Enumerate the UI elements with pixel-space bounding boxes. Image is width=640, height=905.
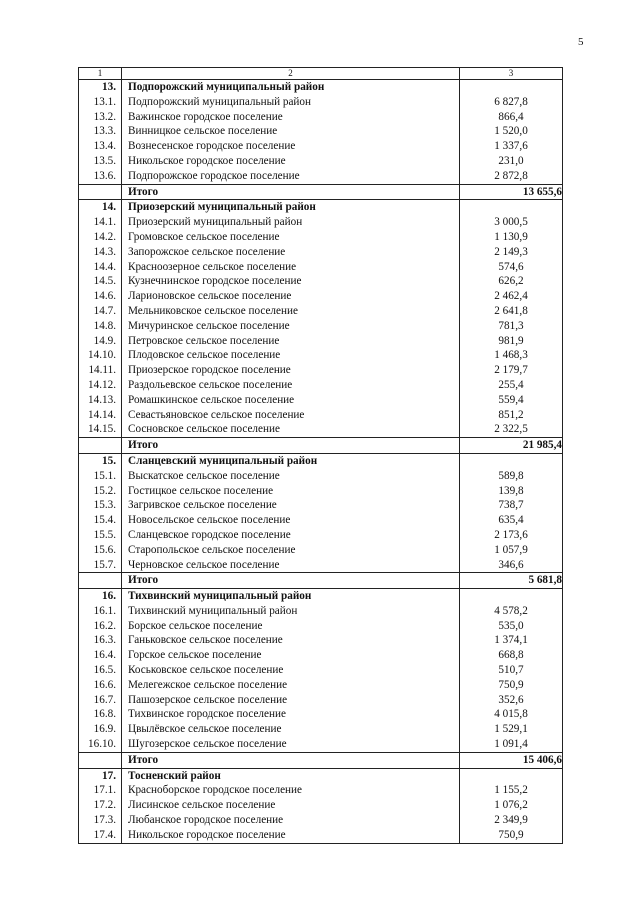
row-value: 866,4 — [460, 110, 563, 125]
table-row — [79, 528, 563, 543]
section-header-row — [79, 453, 563, 468]
row-name: Вознесенское городское поселение — [122, 139, 460, 154]
row-value: 1 374,1 — [460, 633, 563, 648]
table-row — [79, 154, 563, 169]
section-header-row — [79, 768, 563, 783]
row-name: Лисинское сельское поселение — [122, 798, 460, 813]
table-row — [79, 663, 563, 678]
row-number: 15.7. — [79, 558, 122, 573]
row-number: 14.5. — [79, 274, 122, 289]
total-number-empty — [79, 184, 122, 200]
table-row — [79, 215, 563, 230]
table-row — [79, 484, 563, 499]
row-number: 16.5. — [79, 663, 122, 678]
row-value: 2 349,9 — [460, 813, 563, 828]
row-value: 981,9 — [460, 334, 563, 349]
row-value: 6 827,8 — [460, 95, 563, 110]
section-header-row — [79, 589, 563, 604]
section-value-empty — [460, 768, 563, 783]
row-number: 16.1. — [79, 604, 122, 619]
row-name: Ромашкинское сельское поселение — [122, 393, 460, 408]
row-name: Раздольевское сельское поселение — [122, 378, 460, 393]
row-name: Любанское городское поселение — [122, 813, 460, 828]
total-row — [79, 573, 563, 589]
row-number: 16.7. — [79, 693, 122, 708]
row-name: Мичуринское сельское поселение — [122, 319, 460, 334]
row-number: 14.14. — [79, 408, 122, 423]
row-number: 15.6. — [79, 543, 122, 558]
table-row — [79, 319, 563, 334]
table-row — [79, 110, 563, 125]
row-value: 2 462,4 — [460, 289, 563, 304]
row-number: 14.8. — [79, 319, 122, 334]
row-name: Новосельское сельское поселение — [122, 513, 460, 528]
row-value: 2 173,6 — [460, 528, 563, 543]
row-name: Никольское городское поселение — [122, 828, 460, 843]
row-number: 13.2. — [79, 110, 122, 125]
total-number-empty — [79, 573, 122, 589]
row-name: Старопольское сельское поселение — [122, 543, 460, 558]
row-number: 14.2. — [79, 230, 122, 245]
total-row — [79, 752, 563, 768]
row-value: 750,9 — [460, 828, 563, 843]
table-row — [79, 334, 563, 349]
row-name: Плодовское сельское поселение — [122, 348, 460, 363]
table-row — [79, 274, 563, 289]
row-number: 15.1. — [79, 469, 122, 484]
row-value: 1 091,4 — [460, 737, 563, 752]
table-row — [79, 260, 563, 275]
row-value: 1 529,1 — [460, 722, 563, 737]
row-number: 14.3. — [79, 245, 122, 260]
row-value: 255,4 — [460, 378, 563, 393]
table-row — [79, 378, 563, 393]
row-value: 231,0 — [460, 154, 563, 169]
row-name: Сланцевское городское поселение — [122, 528, 460, 543]
row-number: 13.5. — [79, 154, 122, 169]
row-name: Борское сельское поселение — [122, 619, 460, 634]
row-value: 1 057,9 — [460, 543, 563, 558]
row-value: 851,2 — [460, 408, 563, 423]
row-number: 16.10. — [79, 737, 122, 752]
row-number: 16.4. — [79, 648, 122, 663]
row-number: 14.7. — [79, 304, 122, 319]
column-number-row — [79, 68, 563, 80]
total-value: 21 985,4 — [460, 438, 563, 454]
table-row — [79, 169, 563, 184]
row-number: 15.5. — [79, 528, 122, 543]
row-name: Запорожское сельское поселение — [122, 245, 460, 260]
row-value: 346,6 — [460, 558, 563, 573]
column-number-1: 1 — [79, 68, 122, 80]
row-value: 4 015,8 — [460, 707, 563, 722]
row-value: 4 578,2 — [460, 604, 563, 619]
row-value: 635,4 — [460, 513, 563, 528]
row-number: 17.4. — [79, 828, 122, 843]
row-value: 626,2 — [460, 274, 563, 289]
total-number-empty — [79, 438, 122, 454]
row-number: 17.1. — [79, 783, 122, 798]
table-row — [79, 693, 563, 708]
table-row — [79, 408, 563, 423]
row-value: 1 130,9 — [460, 230, 563, 245]
row-value: 559,4 — [460, 393, 563, 408]
table-row — [79, 124, 563, 139]
table-row — [79, 737, 563, 752]
row-name: Важинское городское поселение — [122, 110, 460, 125]
table-row — [79, 393, 563, 408]
table-row — [79, 422, 563, 437]
row-name: Мелегежское сельское поселение — [122, 678, 460, 693]
allocation-table — [78, 67, 563, 844]
row-value: 574,6 — [460, 260, 563, 275]
page-number: 5 — [578, 36, 584, 48]
column-number-3: 3 — [460, 68, 563, 80]
table-row — [79, 245, 563, 260]
table-row — [79, 633, 563, 648]
row-number: 15.4. — [79, 513, 122, 528]
table-row — [79, 828, 563, 843]
row-number: 13.4. — [79, 139, 122, 154]
row-value: 1 337,6 — [460, 139, 563, 154]
section-value-empty — [460, 589, 563, 604]
table-row — [79, 813, 563, 828]
table-row — [79, 139, 563, 154]
row-name: Пашозерское сельское поселение — [122, 693, 460, 708]
total-label: Итого — [122, 752, 460, 768]
total-row — [79, 438, 563, 454]
row-value: 535,0 — [460, 619, 563, 634]
section-number: 13. — [79, 80, 122, 95]
row-value: 2 149,3 — [460, 245, 563, 260]
row-value: 750,9 — [460, 678, 563, 693]
section-title: Тихвинский муниципальный район — [122, 589, 460, 604]
table-row — [79, 363, 563, 378]
row-value: 1 076,2 — [460, 798, 563, 813]
total-value: 15 406,6 — [460, 752, 563, 768]
row-name: Шугозерское сельское поселение — [122, 737, 460, 752]
row-name: Тихвинский муниципальный район — [122, 604, 460, 619]
section-number: 16. — [79, 589, 122, 604]
row-number: 13.1. — [79, 95, 122, 110]
table-row — [79, 604, 563, 619]
table-row — [79, 95, 563, 110]
row-number: 15.2. — [79, 484, 122, 499]
row-number: 14.13. — [79, 393, 122, 408]
row-name: Подпорожский муниципальный район — [122, 95, 460, 110]
section-number: 15. — [79, 453, 122, 468]
section-title: Сланцевский муниципальный район — [122, 453, 460, 468]
table-row — [79, 798, 563, 813]
table-row — [79, 558, 563, 573]
row-number: 17.3. — [79, 813, 122, 828]
row-name: Петровское сельское поселение — [122, 334, 460, 349]
row-value: 781,3 — [460, 319, 563, 334]
row-name: Винницкое сельское поселение — [122, 124, 460, 139]
row-number: 17.2. — [79, 798, 122, 813]
row-value: 352,6 — [460, 693, 563, 708]
row-name: Цвылёвское сельское поселение — [122, 722, 460, 737]
table-row — [79, 783, 563, 798]
row-number: 15.3. — [79, 498, 122, 513]
row-number: 13.6. — [79, 169, 122, 184]
section-value-empty — [460, 453, 563, 468]
section-header-row — [79, 80, 563, 95]
row-name: Гостицкое сельское поселение — [122, 484, 460, 499]
section-value-empty — [460, 80, 563, 95]
row-value: 1 520,0 — [460, 124, 563, 139]
row-value: 139,8 — [460, 484, 563, 499]
row-value: 668,8 — [460, 648, 563, 663]
row-name: Громовское сельское поселение — [122, 230, 460, 245]
total-value: 5 681,8 — [460, 573, 563, 589]
row-name: Севастьяновское сельское поселение — [122, 408, 460, 423]
row-number: 16.3. — [79, 633, 122, 648]
table-row — [79, 543, 563, 558]
table-row — [79, 707, 563, 722]
section-number: 17. — [79, 768, 122, 783]
total-label: Итого — [122, 438, 460, 454]
row-name: Выскатское сельское поселение — [122, 469, 460, 484]
total-number-empty — [79, 752, 122, 768]
table-row — [79, 648, 563, 663]
row-value: 589,8 — [460, 469, 563, 484]
row-name: Мельниковское сельское поселение — [122, 304, 460, 319]
row-number: 16.2. — [79, 619, 122, 634]
row-number: 16.6. — [79, 678, 122, 693]
table-row — [79, 348, 563, 363]
table-row — [79, 619, 563, 634]
row-name: Ганьковское сельское поселение — [122, 633, 460, 648]
row-name: Приозерский муниципальный район — [122, 215, 460, 230]
row-name: Красноборское городское поселение — [122, 783, 460, 798]
column-number-2: 2 — [122, 68, 460, 80]
total-label: Итого — [122, 184, 460, 200]
row-name: Кузнечнинское городское поселение — [122, 274, 460, 289]
table-row — [79, 304, 563, 319]
row-name: Коськовское сельское поселение — [122, 663, 460, 678]
row-value: 2 322,5 — [460, 422, 563, 437]
row-number: 14.9. — [79, 334, 122, 349]
section-title: Подпорожский муниципальный район — [122, 80, 460, 95]
row-number: 14.6. — [79, 289, 122, 304]
table-row — [79, 230, 563, 245]
row-value: 2 641,8 — [460, 304, 563, 319]
row-value: 3 000,5 — [460, 215, 563, 230]
row-name: Сосновское сельское поселение — [122, 422, 460, 437]
total-label: Итого — [122, 573, 460, 589]
row-name: Горское сельское поселение — [122, 648, 460, 663]
section-header-row — [79, 200, 563, 215]
section-value-empty — [460, 200, 563, 215]
row-number: 16.8. — [79, 707, 122, 722]
row-name: Тихвинское городское поселение — [122, 707, 460, 722]
table-row — [79, 678, 563, 693]
row-number: 14.10. — [79, 348, 122, 363]
row-name: Красноозерное сельское поселение — [122, 260, 460, 275]
row-value: 2 872,8 — [460, 169, 563, 184]
total-value: 13 655,6 — [460, 184, 563, 200]
row-name: Ларионовское сельское поселение — [122, 289, 460, 304]
row-value: 2 179,7 — [460, 363, 563, 378]
row-number: 14.12. — [79, 378, 122, 393]
section-title: Приозерский муниципальный район — [122, 200, 460, 215]
row-value: 1 468,3 — [460, 348, 563, 363]
table-row — [79, 498, 563, 513]
row-number: 14.15. — [79, 422, 122, 437]
section-title: Тосненский район — [122, 768, 460, 783]
table-row — [79, 513, 563, 528]
table-row — [79, 289, 563, 304]
table-row — [79, 722, 563, 737]
table-row — [79, 469, 563, 484]
row-number: 14.11. — [79, 363, 122, 378]
row-name: Приозерское городское поселение — [122, 363, 460, 378]
total-row — [79, 184, 563, 200]
row-number: 16.9. — [79, 722, 122, 737]
row-number: 14.1. — [79, 215, 122, 230]
row-value: 738,7 — [460, 498, 563, 513]
row-number: 14.4. — [79, 260, 122, 275]
row-name: Подпорожское городское поселение — [122, 169, 460, 184]
row-name: Загривское сельское поселение — [122, 498, 460, 513]
row-name: Никольское городское поселение — [122, 154, 460, 169]
row-name: Черновское сельское поселение — [122, 558, 460, 573]
row-number: 13.3. — [79, 124, 122, 139]
row-value: 1 155,2 — [460, 783, 563, 798]
row-value: 510,7 — [460, 663, 563, 678]
section-number: 14. — [79, 200, 122, 215]
